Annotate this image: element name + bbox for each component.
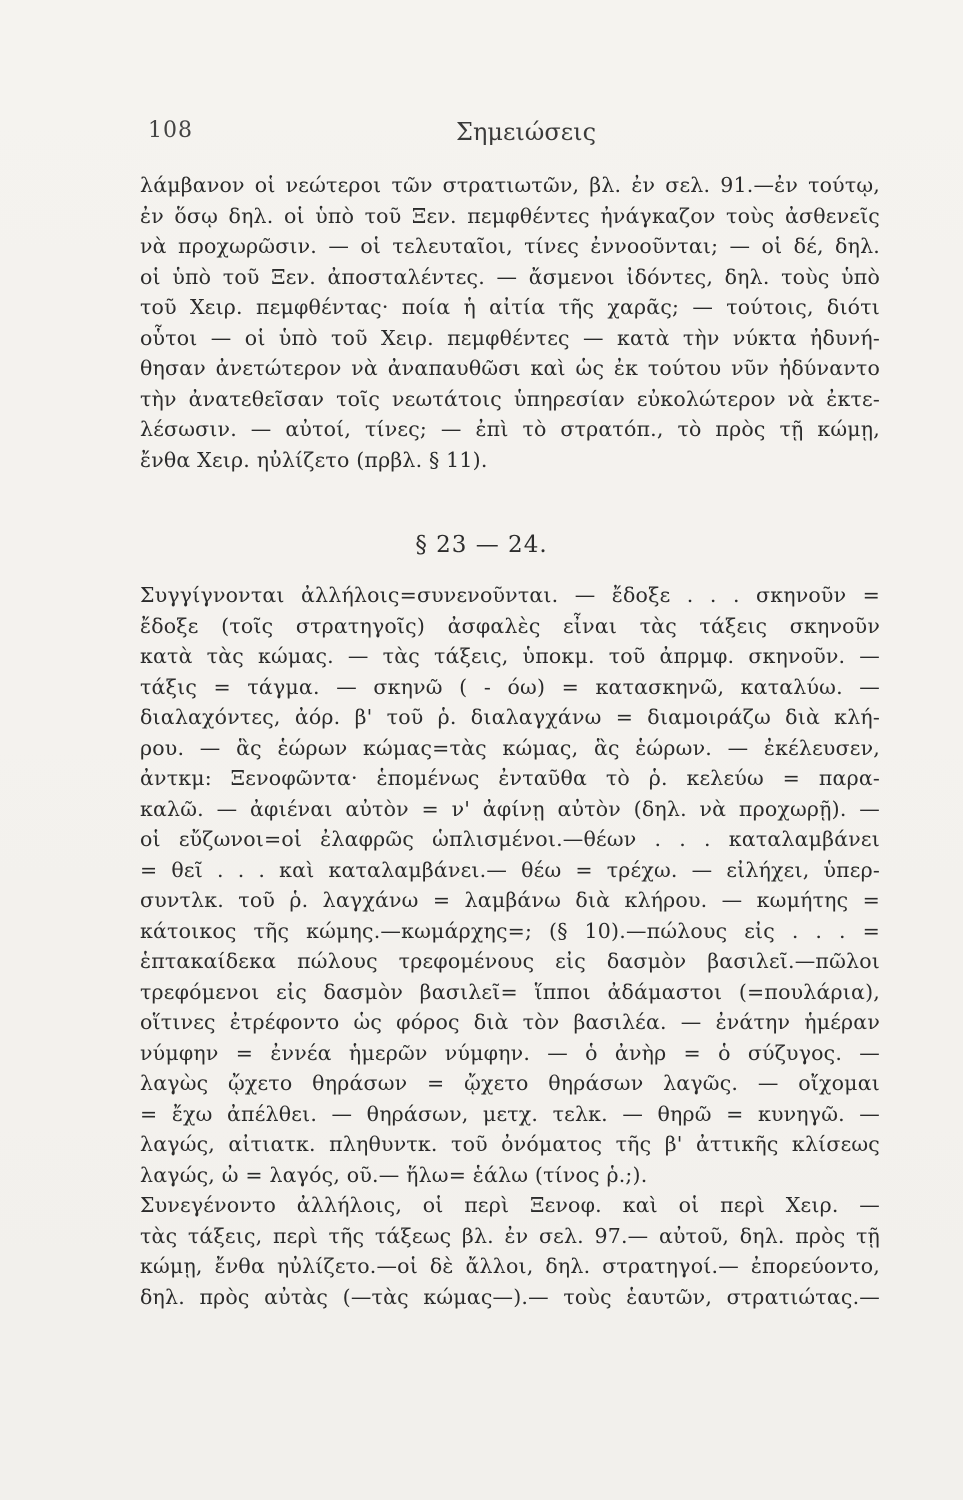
text-line: οὗτοι — οἱ ὑπὸ τοῦ Χειρ. πεμφθέντες — κατὰ τὴν νύκτα ἠδυνή- bbox=[140, 325, 880, 350]
text-line: τάξις = τάγμα. — σκηνῶ ( - όω) = κατασκηνῶ, καταλύω. — bbox=[140, 674, 880, 699]
text-line: διαλαχόντες, ἀόρ. β' τοῦ ῥ. διαλαγχάνω = διαμοιράζω διὰ κλή- bbox=[140, 705, 880, 729]
text-line: ἀντκμ: Ξενοφῶντα· ἑπομένως ἐνταῦθα τὸ ῥ. κελεύω = παρα- bbox=[140, 766, 880, 790]
text-line: οἵτινες ἐτρέφοντο ὡς φόρος διὰ τὸν βασιλέα. — ἐνάτην ἡμέραν bbox=[140, 1010, 880, 1034]
page-header bbox=[148, 118, 878, 158]
text-line: τὴν ἀνατεθεῖσαν τοῖς νεωτάτοις ὑπηρεσίαν εὐκολώτερον νὰ ἐκτε- bbox=[140, 386, 880, 411]
text-line: = θεῖ . . . καὶ καταλαμβάνει.— θέω = τρέχω. — εἰλήχει, ὑπερ- bbox=[140, 857, 880, 882]
text-line: λαγώς, ὠ = λαγός, οῦ.— ἥλω= ἑάλω (τίνος ῥ.;). bbox=[140, 1162, 648, 1187]
text-line: νύμφην = ἐννέα ἡμερῶν νύμφην. — ὁ ἀνὴρ = ὁ σύζυγος. — bbox=[140, 1040, 880, 1065]
text-line: Συνεγένοντο ἀλλήλοις, οἱ περὶ Ξενοφ. καὶ οἱ περὶ Χειρ. — bbox=[140, 1193, 880, 1217]
text-line: νὰ προχωρῶσιν. — οἱ τελευταῖοι, τίνες ἐννοοῦνται; — οἱ δέ, δηλ. bbox=[140, 234, 880, 258]
text-line: Συγγίγνονται ἀλλήλοις=συνενοῦνται. — ἔδοξε . . . σκηνοῦν = bbox=[140, 583, 880, 607]
text-line: κώμῃ, ἔνθα ηὐλίζετο.—οἱ δὲ ἄλλοι, δηλ. στρατηγοί.— ἐπορεύοντο, bbox=[140, 1254, 880, 1278]
commentary-paragraph-2 bbox=[140, 580, 880, 1312]
text-line: ἐν ὅσῳ δηλ. οἱ ὑπὸ τοῦ Ξεν. πεμφθέντες ἠνάγκαζον τοὺς ἀσθενεῖς bbox=[140, 203, 880, 228]
text-line: οἱ ὑπὸ τοῦ Ξεν. ἀποσταλέντες. — ἄσμενοι ἰδόντες, δηλ. τοὺς ὑπὸ bbox=[140, 264, 880, 289]
text-line: κατὰ τὰς κώμας. — τὰς τάξεις, ὑποκμ. τοῦ ἀπρμφ. σκηνοῦν. — bbox=[140, 644, 880, 668]
text-line: συντλκ. τοῦ ῥ. λαγχάνω = λαμβάνω διὰ κλήρου. — κωμήτης = bbox=[140, 888, 880, 912]
text-line: ἔνθα Χειρ. ηὐλίζετο (πρβλ. § 11). bbox=[140, 447, 488, 472]
text-line: λάμβανον οἱ νεώτεροι τῶν στρατιωτῶν, βλ. ἐν σελ. 91.—ἐν τούτῳ, bbox=[140, 173, 880, 197]
text-line: τὰς τάξεις, περὶ τῆς τάξεως βλ. ἐν σελ. 97.— αὐτοῦ, δηλ. πρὸς τῇ bbox=[140, 1223, 880, 1248]
text-line: δηλ. πρὸς αὐτὰς (—τὰς κώμας—).— τοὺς ἑαυτῶν, στρατιώτας.— bbox=[140, 1284, 880, 1309]
text-line: ἑπτακαίδεκα πώλους τρεφομένους εἰς δασμὸν βασιλεῖ.—πῶλοι bbox=[140, 949, 880, 973]
text-line: καλῶ. — ἀφιέναι αὐτὸν = ν' ἀφίνῃ αὐτὸν (δηλ. νὰ προχωρῇ). — bbox=[140, 796, 880, 821]
page-number: 108 bbox=[148, 118, 193, 143]
text-line: ρου. — ἃς ἑώρων κώμας=τὰς κώμας, ἃς ἑώρων. — ἐκέλευσεν, bbox=[140, 735, 880, 760]
text-line: οἱ εὔζωνοι=οἱ ἐλαφρῶς ὡπλισμένοι.—θέων . . . καταλαμβάνει bbox=[140, 827, 880, 851]
text-line: ἔδοξε (τοῖς στρατηγοῖς) ἀσφαλὲς εἶναι τὰς τάξεις σκηνοῦν bbox=[140, 613, 880, 638]
text-line: κάτοικος τῆς κώμης.—κωμάρχης=; (§ 10).—πώλους εἰς . . . = bbox=[140, 918, 880, 943]
text-line: λαγώς, αἰτιατκ. πληθυντκ. τοῦ ὀνόματος τῆς β' ἀττικῆς κλίσεως bbox=[140, 1132, 880, 1156]
text-line: τρεφόμενοι εἰς δασμὸν βασιλεῖ= ἵπποι ἀδάμαστοι (=πουλάρια), bbox=[140, 979, 880, 1004]
section-heading: § 23 — 24. bbox=[415, 532, 548, 558]
text-line: θησαν ἀνετώτερον νὰ ἀναπαυθῶσι καὶ ὡς ἐκ τούτου νῦν ἠδύναντο bbox=[140, 356, 880, 380]
text-line: = ἔχω ἀπέλθει. — θηράσων, μετχ. τελκ. — θηρῶ = κυνηγῶ. — bbox=[140, 1101, 880, 1126]
text-line: τοῦ Χειρ. πεμφθέντας· ποία ἡ αἰτία τῆς χαρᾶς; — τούτοις, διότι bbox=[140, 295, 880, 319]
commentary-paragraph-1 bbox=[140, 170, 880, 475]
text-line: λαγὼς ᾤχετο θηράσων = ᾤχετο θηράσων λαγῶς. — οἴχομαι bbox=[140, 1071, 880, 1095]
running-title: Σημειώσεις bbox=[456, 118, 597, 146]
text-line: λέσωσιν. — αὐτοί, τίνες; — ἐπὶ τὸ στρατόπ., τὸ πρὸς τῇ κώμῃ, bbox=[140, 417, 880, 441]
